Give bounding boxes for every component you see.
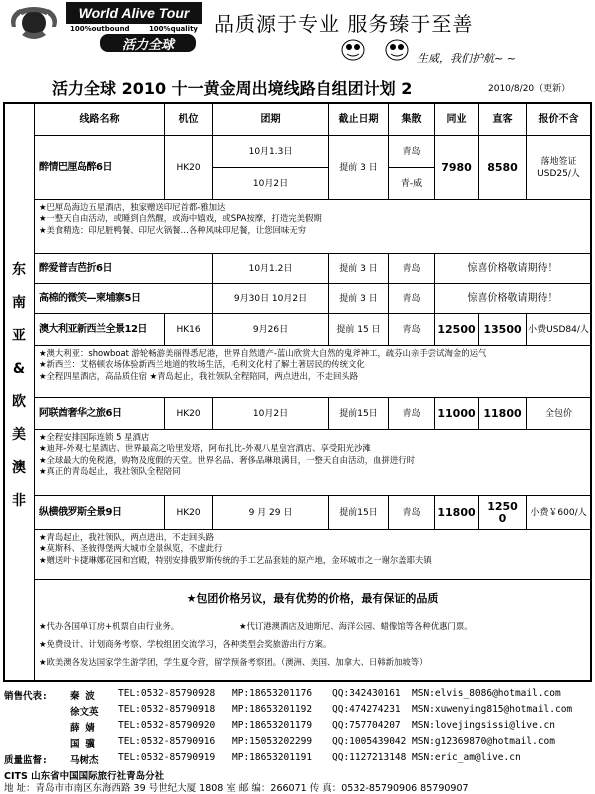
contact-tel: TEL:0532-85790916 [118, 736, 216, 747]
region-char: 澳 [12, 460, 26, 476]
contact-qq: QQ:1005439042 [332, 736, 407, 747]
contact-mobile: MP:18653201176 [232, 688, 313, 699]
seat: HK20 [165, 496, 213, 530]
contact-msn: MSN:elvis_8086@hotmail.com [412, 688, 561, 699]
deadline: 提前15日 [329, 398, 389, 430]
col-header-hub: 集散 [389, 104, 435, 136]
region-char: 非 [12, 493, 26, 509]
contact-row [0, 704, 590, 718]
departure-date: 10月1.3日 [213, 136, 329, 168]
service-item: ★代订港澳酒店及迪斯尼、海洋公园、蜡像馆等各种优惠门票。 [239, 621, 473, 631]
route-name: 醉情巴厘岛醉6日 [35, 136, 165, 200]
contact-role: 销售代表: [4, 691, 48, 702]
hub: 青岛 [389, 314, 435, 346]
logo-emblem-icon [6, 3, 62, 43]
contact-msn: MSN:g12369870@hotmail.com [412, 736, 555, 747]
contact-row [0, 688, 590, 702]
peer-price: 7980 [435, 136, 479, 200]
route-name: 醉爱普吉芭折6日 [35, 254, 213, 284]
company-name: CITS 山东省中国国际旅行社青岛分社 [4, 771, 165, 782]
contact-name: 马树杰 [70, 755, 99, 766]
highlight-line: ★莫斯科、圣彼得堡两大城市全景纵览，不虚此行 [39, 543, 223, 554]
deadline: 提前 3 日 [329, 284, 389, 314]
peer-price: 11000 [435, 398, 479, 430]
contact-name: 国 骥 [70, 739, 95, 750]
col-header-route: 线路名称 [35, 104, 165, 136]
route-name: 阿联酋奢华之旅6日 [35, 398, 165, 430]
contact-row [0, 736, 590, 750]
contact-msn: MSN:xuwenying815@hotmail.com [412, 704, 573, 715]
departure-date: 9 月 29 日 [213, 496, 329, 530]
tagline: 生威，我们护航~ ~ [417, 52, 516, 65]
region-column [5, 104, 35, 680]
hub: 青岛 [389, 398, 435, 430]
deadline: 提前 3 日 [329, 136, 389, 200]
col-header-direct: 直客 [479, 104, 527, 136]
company-address: 地 址：青岛市市南区东海西路 39 号世纪大厦 1808 室 邮 编：266071 传 真：0532-85790906 85790907 [4, 783, 469, 794]
page-title: 活力全球 2010 十一黄金周出境线路自组团计划 2 [52, 79, 413, 98]
contact-mobile: MP:15053202299 [232, 736, 313, 747]
logo [66, 2, 202, 60]
update-date: 2010/8/20（更新） [488, 84, 571, 94]
exclude-note: 全包价 [527, 398, 590, 430]
peer-price: 11800 [435, 496, 479, 530]
contact-row [0, 720, 590, 734]
highlight-line: ★全球最大的免税港，购物及度假的天堂。世界名品、奢侈品琳琅满目，一整天自由活动，血拼进行时 [39, 454, 416, 465]
departure-date: 9月26日 [213, 314, 329, 346]
departure-date: 10月2日 [213, 168, 329, 200]
contact-role: 质量监督: [4, 755, 48, 766]
contact-tel: TEL:0532-85790919 [118, 752, 216, 763]
contact-mobile: MP:18653201191 [232, 752, 313, 763]
logo-cn: 活力全球 [100, 34, 196, 52]
route-highlights [35, 530, 590, 580]
highlight-line: ★青岛起止，我社领队，两点进出，不走回头路 [39, 532, 215, 542]
seat: HK20 [165, 136, 213, 200]
mascot-icon [384, 36, 410, 62]
deadline: 提前 15 日 [329, 314, 389, 346]
region-char: 欧 [12, 394, 26, 410]
contact-name: 薛 婧 [70, 723, 95, 734]
hub: 青岛 [389, 136, 435, 168]
region-char: 东 [12, 262, 26, 278]
region-char: 南 [12, 295, 26, 311]
highlight-line: ★澳大利亚：showboat 游轮畅游美丽得悉尼港，世界自然遗产-蓝山欣赏大自然的鬼斧神工，疏芬山亲手尝试淘金的运气 [39, 348, 487, 358]
contact-qq: QQ:474274231 [332, 704, 401, 715]
route-highlights [35, 346, 590, 398]
contact-name: 徐文英 [70, 707, 99, 718]
highlight-line: ★全程四星酒店，高品质住宿 ★青岛起止，我社领队全程陪同，两点进出，不走回头路 [39, 370, 359, 381]
highlight-line: ★巴厘岛海边五星酒店，独家赠送印尼首都-雅加达 [39, 202, 226, 212]
route-name: 高棉的微笑—柬埔寨5日 [35, 284, 213, 314]
contact-tel: TEL:0532-85790918 [118, 704, 216, 715]
mascot-icon [340, 36, 366, 62]
direct-price: 13500 [479, 314, 527, 346]
logo-en: World Alive Tour [66, 2, 202, 24]
contact-tel: TEL:0532-85790920 [118, 720, 216, 731]
highlight-line: ★美食精选：印尼脏鸭餐、印尼火锅餐…各种风味印尼餐，让您回味无穷 [39, 224, 307, 235]
route-highlights [35, 430, 590, 496]
contact-mobile: MP:18653201192 [232, 704, 313, 715]
highlight-line: ★全程安排国际连锁 5 星酒店 [39, 432, 150, 442]
service-item: ★代办各国单订房+机票自由行业务。 [39, 621, 180, 631]
highlight-line: ★迪拜-外观七星酒店、世界最高之哈里发塔，阿布扎比-外观八星皇宫酒店、享受阳光沙滩 [39, 443, 371, 454]
seat: HK16 [165, 314, 213, 346]
highlight-line: ★真正的青岛起止，我社领队全程陪同 [39, 466, 181, 477]
itinerary-table [3, 102, 592, 682]
price-tbd: 惊喜价格敬请期待！ [435, 254, 590, 284]
exclude-note: 小费￥600/人 [527, 496, 590, 530]
region-char: 亚 [12, 328, 26, 344]
col-header-seat: 机位 [165, 104, 213, 136]
contact-msn: MSN:lovejingsissi@live.cn [412, 720, 555, 731]
region-char: & [12, 361, 26, 377]
col-header-dates: 团期 [213, 104, 329, 136]
col-header-peer: 同业 [435, 104, 479, 136]
logo-sub-right: 100%quality [148, 25, 198, 33]
direct-price: 8580 [479, 136, 527, 200]
highlight-line: ★一整天自由活动，或睡到自然醒，或海中嬉戏，或SPA按摩，打造完美假期 [39, 213, 322, 224]
header [0, 0, 595, 72]
deadline: 提前15日 [329, 496, 389, 530]
col-header-deadline: 截止日期 [329, 104, 389, 136]
price-tbd: 惊喜价格敬请期待！ [435, 284, 590, 314]
seat: HK20 [165, 398, 213, 430]
slogan: 品质源于专业 服务臻于至善 [214, 12, 474, 36]
contact-qq: QQ:342430161 [332, 688, 401, 699]
direct-price: 12500 [479, 496, 527, 530]
route-name: 纵横俄罗斯全景9日 [35, 496, 165, 530]
exclude-note: 落地签证USD25/人 [527, 136, 590, 200]
hub: 青-威 [389, 168, 435, 200]
departure-date: 10月2日 [213, 398, 329, 430]
col-header-exclude: 报价不含 [527, 104, 590, 136]
service-item: ★欧美澳各发达国家学生游学团，学生夏令营，留学预备考察团。（澳洲、美国、加拿大、日韩新加坡等） [39, 657, 428, 667]
hub: 青岛 [389, 496, 435, 530]
logo-sub-left: 100%outbound [70, 25, 130, 33]
contact-qq: QQ:757704207 [332, 720, 401, 731]
region-char: 美 [12, 427, 26, 443]
route-name: 澳大利亚新西兰全景12日 [35, 314, 165, 346]
direct-price: 11800 [479, 398, 527, 430]
service-item: ★免费设计、计划商务考察、学校组团交流学习，各种类型会奖旅游出行方案。 [39, 639, 332, 649]
contact-tel: TEL:0532-85790928 [118, 688, 216, 699]
hub: 青岛 [389, 284, 435, 314]
contact-mobile: MP:18653201179 [232, 720, 313, 731]
exclude-note: 小费USD84/人 [527, 314, 590, 346]
contact-msn: MSN:eric_am@live.cn [412, 752, 521, 763]
route-highlights [35, 200, 590, 254]
highlight-line: ★赠送叶卡捷琳娜花园和宫殿，特别安排俄罗斯传统的手工艺品套娃的原产地，金环城市之一谢尔盖耶夫镇 [39, 554, 432, 565]
contact-row [0, 752, 590, 766]
contact-name: 秦 波 [70, 691, 95, 702]
peer-price: 12500 [435, 314, 479, 346]
highlight-line: ★新西兰：艾格顿农场体验新西兰地道的牧场生活，毛利文化村了解土著居民的传统文化 [39, 359, 365, 370]
contact-qq: QQ:1127213148 [332, 752, 407, 763]
group-offer-title: ★包团价格另议，最有优势的价格，最有保证的品质 [186, 592, 439, 605]
deadline: 提前 3 日 [329, 254, 389, 284]
departure-date: 10月1.2日 [213, 254, 329, 284]
departure-date: 9月30日 10月2日 [213, 284, 329, 314]
hub: 青岛 [389, 254, 435, 284]
